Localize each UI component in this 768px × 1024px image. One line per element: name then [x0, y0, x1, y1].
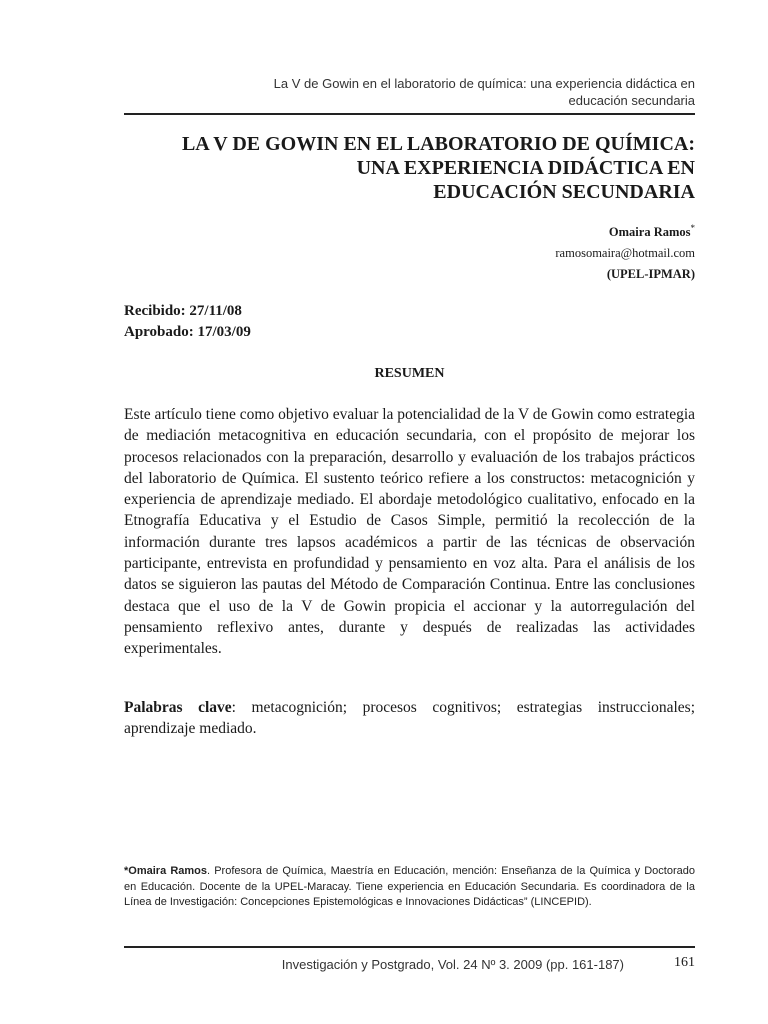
page-number: 161 [674, 955, 695, 970]
title-line-2: UNA EXPERIENCIA DIDÁCTICA EN [356, 157, 695, 179]
journal-citation: Investigación y Postgrado, Vol. 24 Nº 3. 2009 (pp. 161-187) [281, 957, 624, 972]
running-head-line-2: educación secundaria [568, 93, 695, 108]
abstract-body: Este artículo tiene como objetivo evaluar la potencialidad de la V de Gowin como estrategia de mediación metacognitiva en educación secundaria, con el propósito de mejorar los procesos relacionados con la preparación, desarrollo y evaluación de los trabajos prácticos del laboratorio de Química. El sustento teórico refiere a los constructos: metacognición y experiencia de aprendizaje mediado. El abordaje metodológico cualitativo, enfocado en la Etnografía Educativa y el Estudio de Casos Simple, permitió la recolección de la información durante tres lapsos académicos a partir de las técnicas de observación participante, entrevista en profundidad y pensamiento en voz alta. Para el análisis de los datos se siguieron las pautas del Método de Comparación Continua. Entre las conclusiones destaca que el uso de la V de Gowin propicia el accionar y la autorregulación del pensamiento reflexivo antes, durante y después de realizadas las actividades experimentales. [124, 406, 696, 658]
author-email: ramosomaira@hotmail.com [555, 246, 695, 261]
approved-date: Aprobado: 17/03/09 [124, 324, 251, 340]
abstract-heading: RESUMEN [374, 366, 445, 381]
dates-block [124, 301, 695, 343]
footnote-marker: * [124, 865, 129, 877]
author-block [124, 218, 695, 285]
header-rule [124, 113, 695, 115]
title-line-3: EDUCACIÓN SECUNDARIA [433, 181, 695, 203]
footer-rule [124, 946, 695, 948]
author-name: Omaira Ramos [608, 225, 691, 240]
keywords-text: : metacognición; procesos cognitivos; estrategias instruccionales; aprendizaje mediado. [124, 699, 695, 738]
author-footnote [124, 864, 695, 911]
author-institution: (UPEL-IPMAR) [606, 267, 695, 282]
running-head-line-1: La V de Gowin en el laboratorio de química: una experiencia didáctica en [273, 76, 695, 91]
article-title [124, 132, 695, 204]
keywords-label: Palabras clave [124, 699, 232, 716]
title-line-1: LA V DE GOWIN EN EL LABORATORIO DE QUÍMICA: [181, 133, 695, 155]
keywords [124, 697, 695, 740]
running-head [124, 75, 695, 109]
author-footnote-marker: * [690, 223, 695, 233]
footnote-text: . Profesora de Química, Maestría en Educación, mención: Enseñanza de la Química y Doctorado en Educación. Docente de la UPEL-Maracay. Tiene experiencia en Educación Secundaria. Es coordinadora de la Línea de Investigación: Concepciones Epistemológicas e Innovaciones Didácticas” (LINCEPID). [124, 865, 695, 908]
footnote-name: Omaira Ramos [128, 865, 208, 877]
received-date: Recibido: 27/11/08 [124, 303, 242, 319]
